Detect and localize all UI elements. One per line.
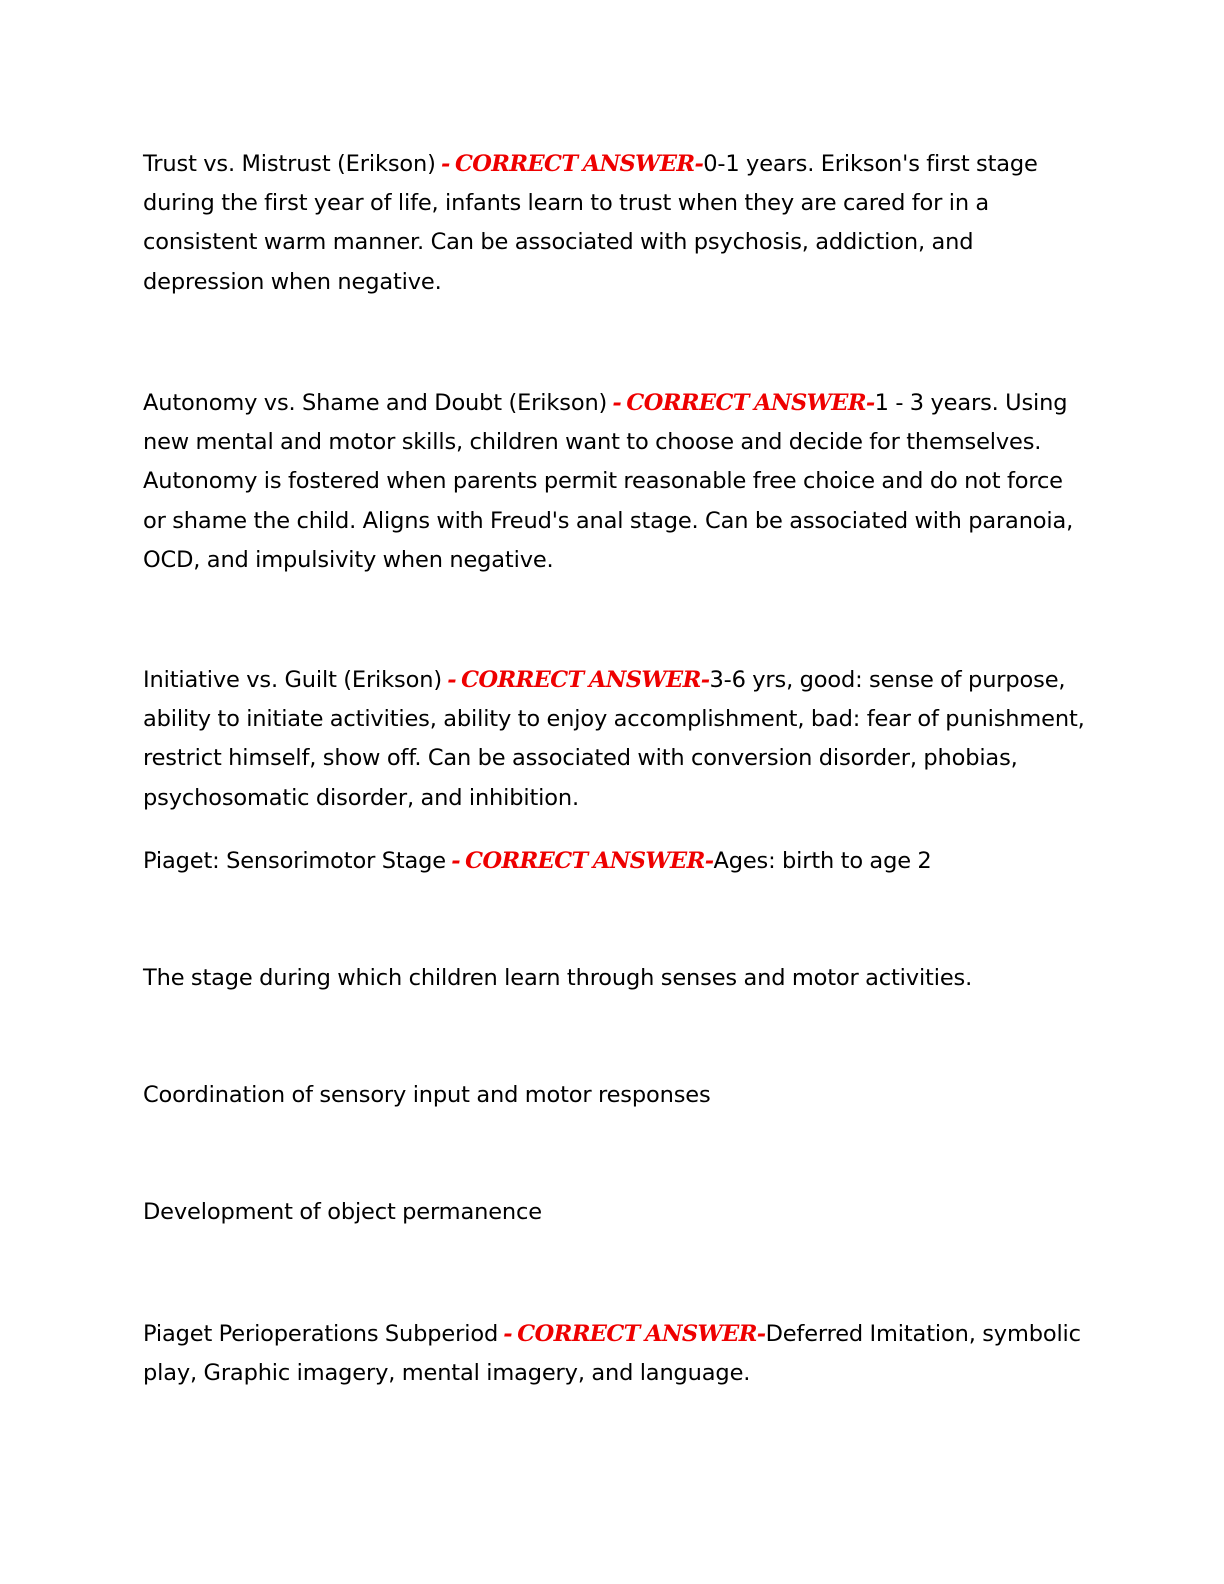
flashcard-entry	[143, 1315, 1088, 1393]
entry-answer: Deferred Imitation, symbolic play, Graphic imagery, mental imagery, and language.	[143, 1321, 1081, 1387]
entry-term: Piaget Perioperations Subperiod	[143, 1321, 499, 1347]
flashcard-entry	[143, 384, 1088, 580]
correct-answer-label: - CORRECT ANSWER-	[445, 848, 714, 874]
answer-note: The stage during which children learn through senses and motor activities.	[143, 965, 973, 991]
flashcard-entry	[143, 842, 1088, 881]
entry-term: Initiative vs. Guilt (Erikson)	[143, 667, 442, 693]
answer-note: Development of object permanence	[143, 1199, 542, 1225]
answer-note: Coordination of sensory input and motor responses	[143, 1082, 711, 1108]
entry-answer: 1 - 3 years. Using new mental and motor skills, children want to choose and decide for themselves. Autonomy is fostered when parents permit reasonable free choice and do not force or shame the child. Aligns with Freud's anal stage. Can be associated with paranoia, OCD, and impulsivity when negative.	[143, 390, 1074, 573]
flashcard-entry	[143, 145, 1088, 302]
correct-answer-label: - CORRECT ANSWER-	[435, 151, 704, 177]
entry-term: Autonomy vs. Shame and Doubt (Erikson)	[143, 390, 608, 416]
entry-answer: 0-1 years. Erikson's first stage during the first year of life, infants learn to trust when they are cared for in a consistent warm manner. Can be associated with psychosis, addiction, and depression when negative.	[143, 151, 1038, 295]
entry-term: Piaget: Sensorimotor Stage	[143, 848, 446, 874]
flashcard-entry	[143, 661, 1088, 818]
entry-term: Trust vs. Mistrust (Erikson)	[143, 151, 436, 177]
correct-answer-label: - CORRECT ANSWER-	[441, 667, 710, 693]
entry-answer: 3-6 yrs, good: sense of purpose, ability to initiate activities, ability to enjoy accomplishment, bad: fear of punishment, restrict himself, show off. Can be associated with conversion disorder, phobias, psychosomatic disorder, and inhibition.	[143, 667, 1085, 811]
correct-answer-label: - CORRECT ANSWER-	[607, 390, 875, 416]
correct-answer-label: - CORRECT ANSWER-	[498, 1321, 766, 1347]
entry-answer: Ages: birth to age 2	[713, 848, 932, 874]
